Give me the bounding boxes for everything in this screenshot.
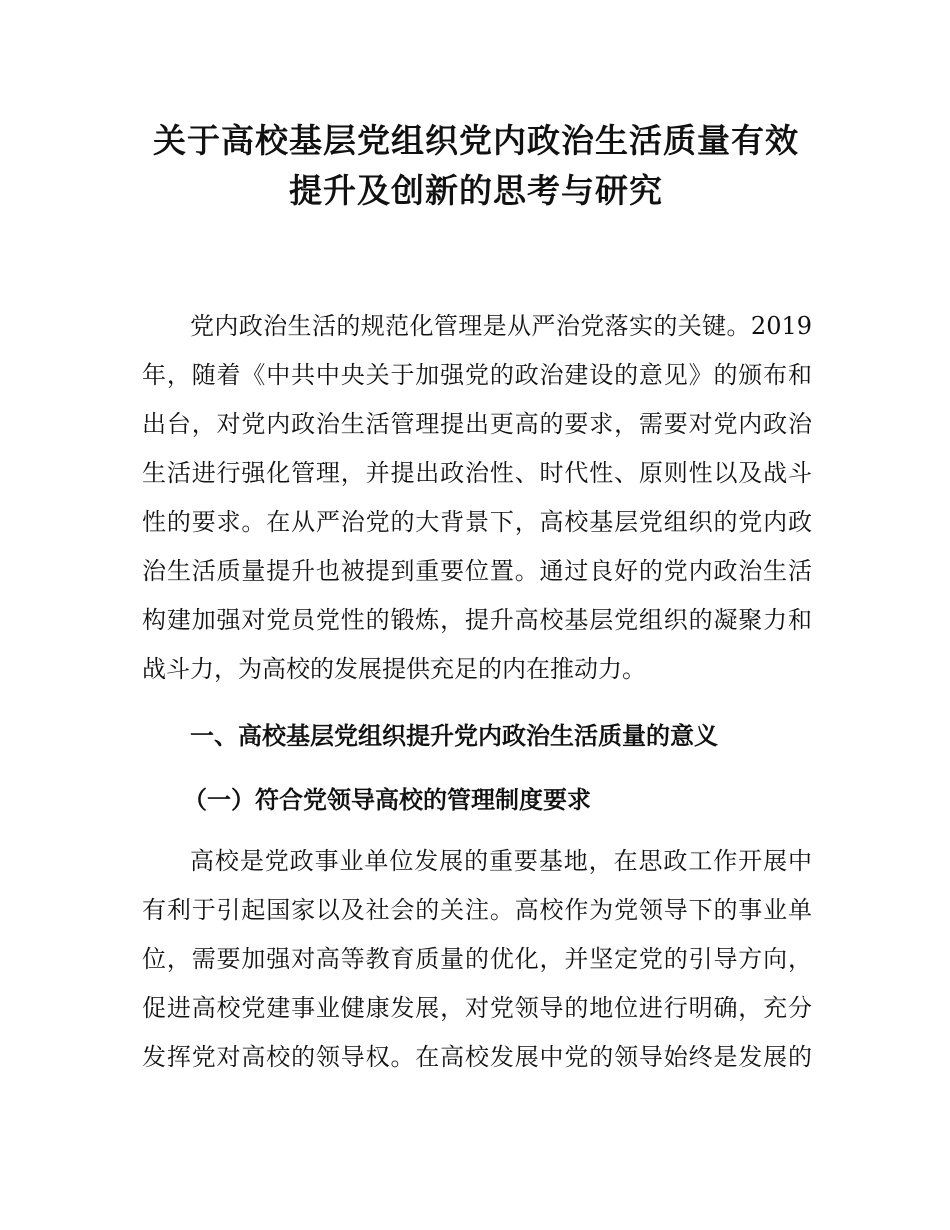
intro-paragraph: [142, 302, 812, 694]
paragraph-line: 战斗力，为高校的发展提供充足的内在推动力。: [142, 655, 646, 683]
paragraph-line: 构建加强对党员党性的锻炼，提升高校基层党组织的凝聚力和: [142, 606, 812, 634]
paragraph-line: 促进高校党建事业健康发展，对党领导的地位进行明确，充分: [142, 994, 812, 1022]
paragraph-line: 治生活质量提升也被提到重要位置。通过良好的党内政治生活: [142, 557, 812, 585]
paragraph-line: 生活进行强化管理，并提出政治性、时代性、原则性以及战斗: [142, 459, 812, 487]
paragraph-line: 高校是党政事业单位发展的重要基地，在思政工作开展中: [190, 847, 812, 875]
paragraph-line: 有利于引起国家以及社会的关注。高校作为党领导下的事业单: [142, 896, 812, 924]
paragraph-line: 发挥党对高校的领导权。在高校发展中党的领导始终是发展的: [142, 1043, 812, 1071]
subsection-heading: （一）符合党领导高校的管理制度要求: [183, 786, 591, 814]
document-title-line-2: 提升及创新的思考与研究: [289, 171, 663, 210]
section-heading: 一、高校基层党组织提升党内政治生活质量的意义: [190, 722, 718, 750]
document-title-line-1: 关于高校基层党组织党内政治生活质量有效: [153, 121, 799, 160]
paragraph-line: 出台，对党内政治生活管理提出更高的要求，需要对党内政治: [142, 410, 812, 438]
paragraph-line: 位，需要加强对高等教育质量的优化，并坚定党的引导方向，: [142, 945, 812, 973]
paragraph-line: 性的要求。在从严治党的大背景下，高校基层党组织的党内政: [142, 508, 812, 536]
paragraph-line: 年，随着《中共中央关于加强党的政治建设的意见》的颁布和: [142, 361, 812, 389]
section-paragraph: [142, 837, 812, 1082]
paragraph-line: 党内政治生活的规范化管理是从严治党落实的关键。2019: [190, 312, 812, 340]
